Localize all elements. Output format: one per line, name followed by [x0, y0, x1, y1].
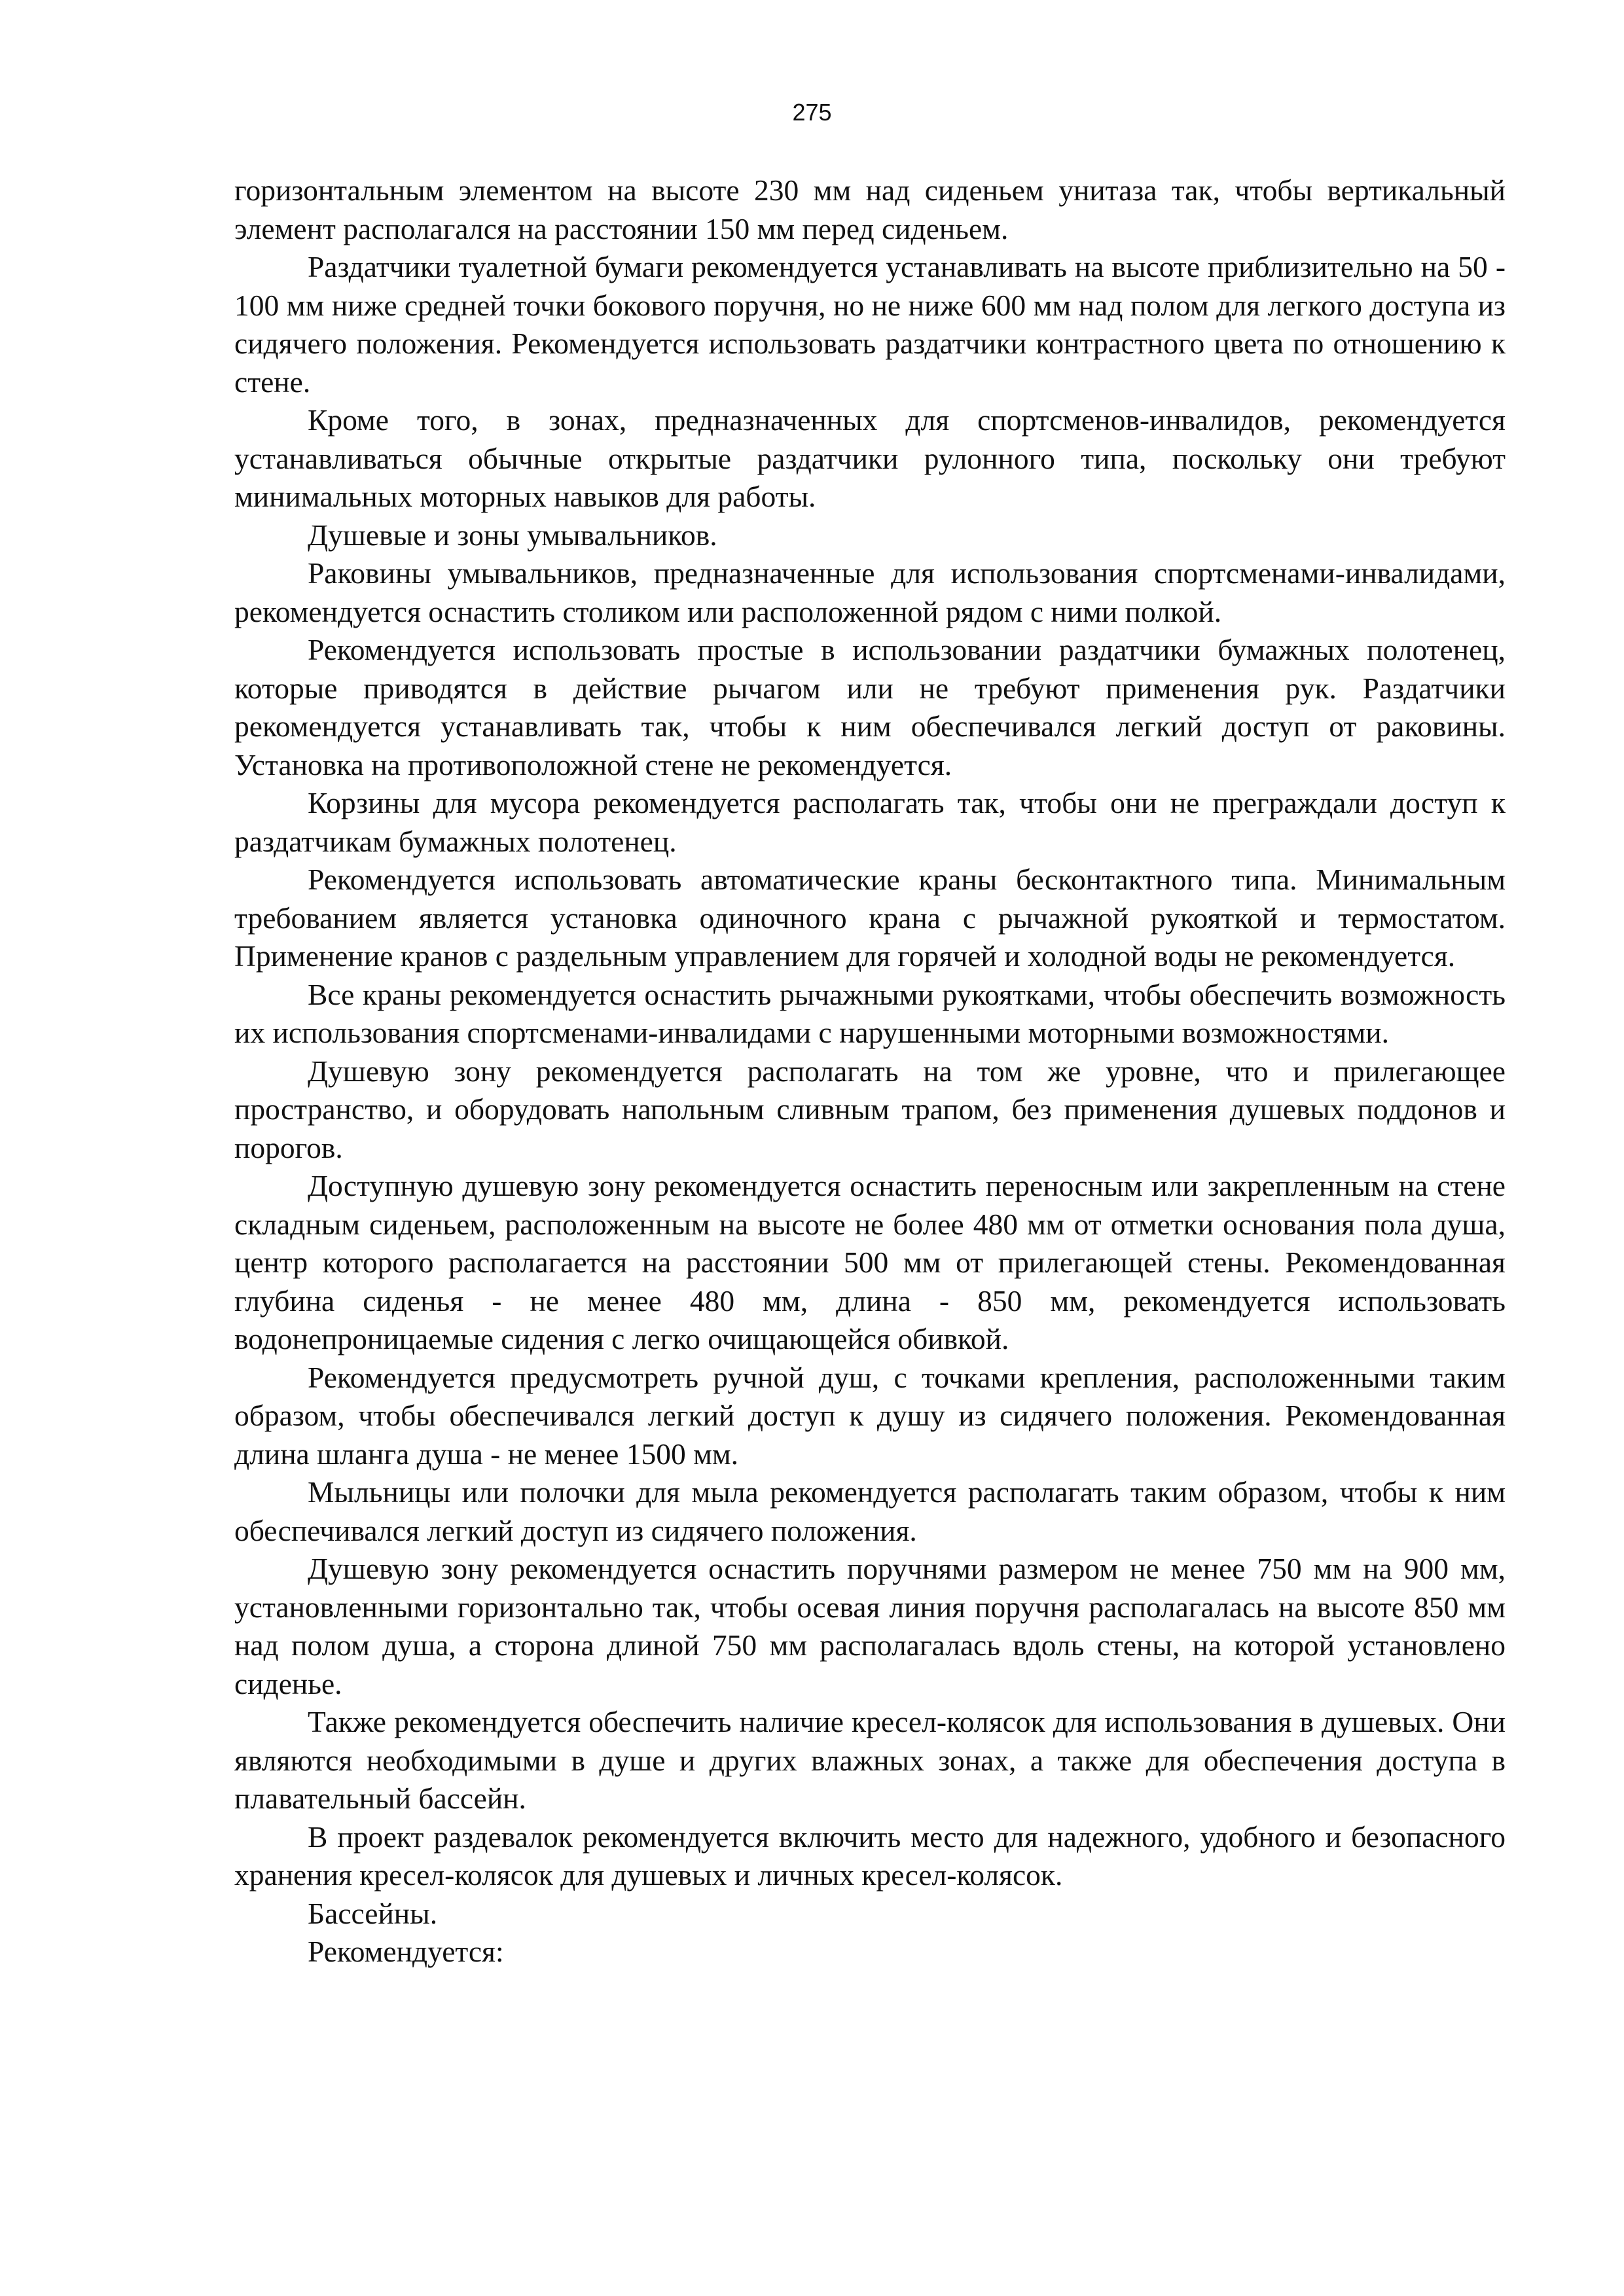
paragraph-recommended: Рекомендуется: [308, 1935, 504, 1968]
paragraph-soap-dishes: Мыльницы или полочки для мыла рекомендуется располагать таким образом, чтобы к ним обеспечивался легкий доступ из сидячего положения. [234, 1475, 1506, 1547]
paragraph-wheelchairs: Также рекомендуется обеспечить наличие кресел-колясок для использования в душевых. Они являются необходимыми в душе и других влажных зонах, а также для обеспечения доступа в плавательный бассейн. [234, 1705, 1506, 1815]
paragraph-faucets: Рекомендуется использовать автоматические краны бесконтактного типа. Минимальным требованием является установка одиночного крана с рычажной рукояткой и термостатом. Применение кранов с раздельным управлением для горячей и холодной воды не рекомендуется. [234, 863, 1506, 973]
section-heading-pools: Бассейны. [308, 1896, 438, 1930]
paragraph-sinks: Раковины умывальников, предназначенные для использования спортсменами-инвалидами, рекомендуется оснастить столиком или расположенной рядом с ними полкой. [234, 556, 1506, 628]
paragraph-lever-handles: Все краны рекомендуется оснастить рычажными рукоятками, чтобы обеспечить возможность их использования спортсменами-инвалидами с нарушенными моторными возможностями. [234, 977, 1506, 1049]
paragraph-wheelchair-storage: В проект раздевалок рекомендуется включить место для надежного, удобного и безопасного хранения кресел-колясок для душевых и личных кресел-колясок. [234, 1820, 1506, 1892]
paragraph-waste-bins: Корзины для мусора рекомендуется располагать так, чтобы они не преграждали доступ к раздатчикам бумажных полотенец. [234, 786, 1506, 858]
paragraph-towel-dispensers: Рекомендуется использовать простые в использовании раздатчики бумажных полотенец, которые приводятся в действие рычагом или не требуют применения рук. Раздатчики рекомендуется устанавливать так, чтобы к ним обеспечивался легкий доступ от раковины. Установка на противоположной стене не рекомендуется. [234, 633, 1506, 781]
paragraph-hand-shower: Рекомендуется предусмотреть ручной душ, с точками крепления, расположенными таким образом, чтобы обеспечивался легкий доступ к душу из сидячего положения. Рекомендованная длина шланга душа - не менее 1500 мм. [234, 1360, 1506, 1471]
section-heading-showers: Душевые и зоны умывальников. [308, 518, 717, 552]
paragraph-roll-dispensers: Кроме того, в зонах, предназначенных для спортсменов-инвалидов, рекомендуется устанавливаться обычные открытые раздатчики рулонного типа, поскольку они требуют минимальных моторных навыков для работы. [234, 403, 1506, 513]
page-number: 275 [792, 99, 832, 126]
paragraph-shower-seat: Доступную душевую зону рекомендуется оснастить переносным или закрепленным на стене складным сиденьем, расположенным на высоте не более 480 мм от отметки основания пола душа, центр которого располагается на расстоянии 500 мм от прилегающей стены. Рекомендованная глубина сиденья - не менее 480 мм, длина - 850 мм, рекомендуется использовать водонепроницаемые сидения с легко очищающейся обивкой. [234, 1169, 1506, 1355]
paragraph-continuation: горизонтальным элементом на высоте 230 мм над сиденьем унитаза так, чтобы вертикальный элемент располагался на расстоянии 150 мм перед сиденьем. [234, 173, 1506, 245]
paragraph-toilet-paper-dispensers: Раздатчики туалетной бумаги рекомендуется устанавливать на высоте приблизительно на 50 - 100 мм ниже средней точки бокового поручня, но не ниже 600 мм над полом для легкого доступа из сидячего положения. Рекомендуется использовать раздатчики контрастного цвета по отношению к стене. [234, 250, 1506, 399]
paragraph-handrails: Душевую зону рекомендуется оснастить поручнями размером не менее 750 мм на 900 мм, установленными горизонтально так, чтобы осевая линия поручня располагалась на высоте 850 мм над полом душа, а сторона длиной 750 мм располагалась вдоль стены, на которой установлено сиденье. [234, 1552, 1506, 1700]
paragraph-shower-level: Душевую зону рекомендуется располагать на том же уровне, что и прилегающее пространство, и оборудовать напольным сливным трапом, без применения душевых поддонов и порогов. [234, 1054, 1506, 1164]
document-body [234, 171, 1506, 1971]
